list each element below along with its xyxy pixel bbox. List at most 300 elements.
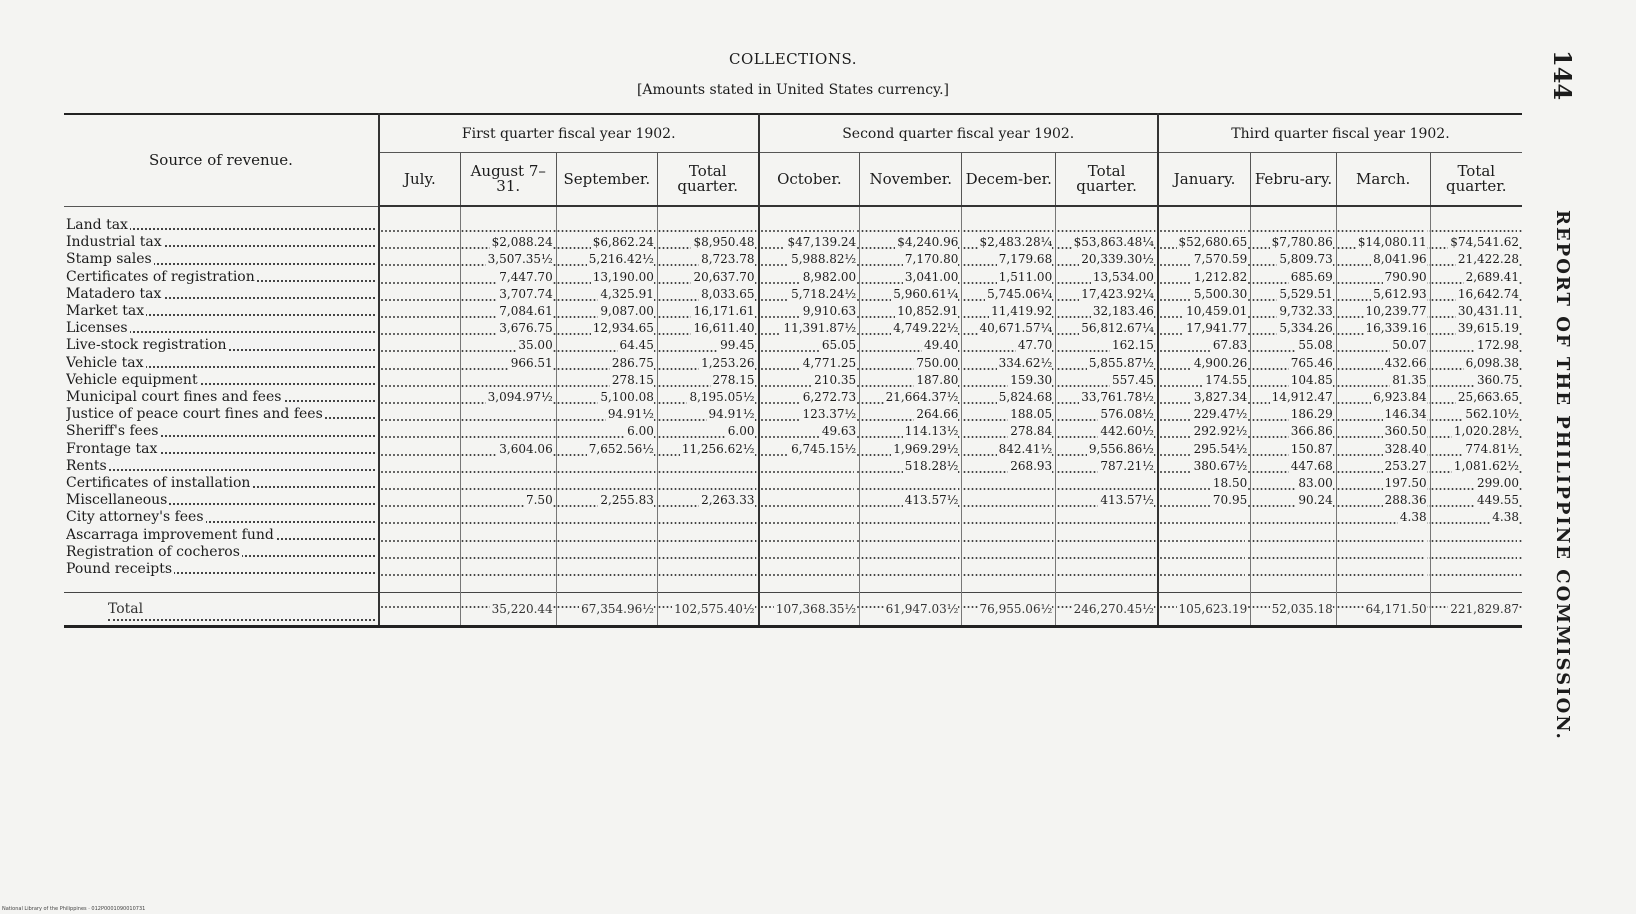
amount-value: 518.28½: [904, 458, 959, 473]
amount-value: [1517, 218, 1519, 232]
cell-amount: [460, 337, 556, 354]
cell-amount: [860, 217, 962, 234]
cell-amount: [657, 217, 758, 234]
amount-value: 18.50: [1212, 476, 1248, 491]
amount-value: 5,855.87½: [1088, 355, 1154, 370]
amount-value: 47.70: [1017, 338, 1053, 353]
revenue-source-label: City attorney's fees: [66, 509, 204, 526]
cell-amount: [860, 509, 962, 526]
amount-value: 102,575.40½: [674, 602, 755, 617]
cell-amount: [460, 593, 556, 627]
amount-value: [854, 562, 856, 576]
amount-value: 1,081.62½: [1453, 458, 1519, 473]
revenue-source-label: Matadero tax: [66, 285, 162, 302]
amount-value: 123.37½: [802, 407, 857, 422]
amount-value: 442.60½: [1100, 424, 1154, 439]
cell-amount: [1158, 561, 1251, 578]
amount-value: 25,663.65: [1457, 390, 1519, 405]
amount-value: [455, 493, 457, 507]
cell-amount: [1430, 337, 1522, 354]
cell-amount: [1158, 286, 1251, 303]
cell-amount: [1251, 458, 1337, 475]
amount-value: 221,829.87: [1450, 602, 1519, 617]
amount-value: 7,652.56½: [588, 441, 654, 456]
cell-amount: [657, 475, 758, 492]
cell-amount: [962, 527, 1056, 544]
cell-amount: [1158, 337, 1251, 354]
cell-amount: [1158, 355, 1251, 372]
amount-value: [1245, 510, 1247, 524]
amount-value: 5,824.68: [998, 390, 1053, 405]
cell-amount: [556, 561, 657, 578]
amount-value: 146.34: [1384, 407, 1427, 422]
group-header-third-quarter: Third quarter fiscal year 1902.: [1158, 114, 1522, 153]
cell-amount: [860, 286, 962, 303]
cell-amount: [657, 492, 758, 509]
cell-amount: [759, 251, 860, 268]
cell-amount: [759, 492, 860, 509]
amount-value: 7,570.59: [1193, 252, 1248, 267]
amount-value: [956, 510, 958, 524]
cell-amount: [556, 372, 657, 389]
amount-value: [455, 356, 457, 370]
cell-amount: [379, 527, 460, 544]
amount-value: 246,270.45½: [1073, 602, 1154, 617]
cell-amount: [556, 269, 657, 286]
cell-amount: [460, 217, 556, 234]
amount-value: [455, 407, 457, 421]
amount-value: 413.57½: [1100, 493, 1154, 508]
cell-amount: [379, 475, 460, 492]
amount-value: 105,623.19: [1178, 602, 1248, 617]
amount-value: [1517, 562, 1519, 576]
cell-amount: [379, 441, 460, 458]
cell-amount: [1336, 593, 1430, 627]
amount-value: [652, 510, 654, 524]
amount-value: 5,718.24½: [791, 286, 857, 301]
cell-amount: [460, 406, 556, 423]
amount-value: [652, 562, 654, 576]
cell-amount: [962, 561, 1056, 578]
cell-amount: [1336, 337, 1430, 354]
cell-amount: [860, 372, 962, 389]
cell-amount: [556, 544, 657, 561]
amount-value: 13,190.00: [592, 269, 654, 284]
cell-amount: [860, 561, 962, 578]
cell-amount: [962, 593, 1056, 627]
amount-value: 334.62½: [998, 355, 1053, 370]
amount-value: [854, 459, 856, 473]
source-of-revenue-header: Source of revenue.: [64, 114, 379, 206]
cell-amount: [860, 593, 962, 627]
cell-amount: [860, 234, 962, 251]
cell-amount: [759, 286, 860, 303]
revenue-source-label: Industrial tax: [66, 234, 162, 251]
cell-amount: [657, 372, 758, 389]
amount-value: 8,041.96: [1373, 252, 1427, 267]
cell-amount: [460, 423, 556, 440]
cell-amount: [379, 320, 460, 337]
cell-amount: [860, 475, 962, 492]
cell-amount: [1430, 492, 1522, 509]
amount-value: 2,255.83: [600, 493, 654, 508]
amount-value: 7,447.70: [499, 269, 553, 284]
running-head: REPORT OF THE PHILIPPINE COMMISSION.: [1552, 210, 1573, 741]
cell-amount: [379, 561, 460, 578]
cell-amount: [1251, 269, 1337, 286]
cell-amount: [379, 406, 460, 423]
cell-amount: [860, 251, 962, 268]
amount-value: 49.40: [924, 338, 959, 353]
cell-amount: [1158, 492, 1251, 509]
table-row: [64, 337, 1522, 354]
amount-value: [1517, 528, 1519, 542]
cell-amount: [759, 458, 860, 475]
cell-amount: [379, 372, 460, 389]
amount-value: 65.05: [821, 338, 857, 353]
cell-amount: [1158, 423, 1251, 440]
cell-amount: [759, 372, 860, 389]
table-row: [64, 423, 1522, 440]
cell-amount: [1056, 441, 1158, 458]
amount-value: [1331, 528, 1333, 542]
amount-value: 10,459.01: [1186, 304, 1248, 319]
amount-value: 360.50: [1384, 424, 1427, 439]
amount-value: [1050, 545, 1052, 559]
table-row: [64, 269, 1522, 286]
cell-amount: [1158, 234, 1251, 251]
cell-amount: [556, 337, 657, 354]
amount-value: 1,212.82: [1193, 269, 1248, 284]
amount-value: [854, 510, 856, 524]
cell-amount: [556, 475, 657, 492]
cell-amount: [1251, 475, 1337, 492]
amount-value: 5,529.51: [1279, 286, 1333, 301]
amount-value: 4.38: [1399, 510, 1427, 525]
cell-amount: [962, 423, 1056, 440]
amount-value: [1050, 528, 1052, 542]
cell-amount: [460, 320, 556, 337]
cell-amount: [860, 355, 962, 372]
cell-amount: [860, 441, 962, 458]
cell-amount: [962, 286, 1056, 303]
cell-amount: [962, 337, 1056, 354]
amount-value: 49.63: [821, 424, 857, 439]
amount-value: 1,020.28½: [1453, 424, 1519, 439]
cell-amount: [962, 355, 1056, 372]
amount-value: [551, 373, 553, 387]
cell-amount: [1430, 544, 1522, 561]
amount-value: 253.27: [1384, 458, 1427, 473]
column-header: Febru-ary.: [1251, 153, 1337, 207]
cell-amount: [962, 458, 1056, 475]
amount-value: 5,334.26: [1279, 321, 1333, 336]
cell-amount: [556, 355, 657, 372]
cell-amount: [1430, 372, 1522, 389]
amount-value: 12,934.65: [592, 321, 654, 336]
amount-value: [652, 218, 654, 232]
amount-value: 162.15: [1111, 338, 1154, 353]
cell-amount: [657, 593, 758, 627]
amount-value: 107,368.35½: [775, 602, 857, 617]
amount-value: [652, 459, 654, 473]
amount-value: [1245, 528, 1247, 542]
cell-amount: [1158, 593, 1251, 627]
cell-amount: [1158, 303, 1251, 320]
cell-amount: [556, 303, 657, 320]
amount-value: $53,863.48¼: [1073, 235, 1154, 250]
amount-value: [1050, 562, 1052, 576]
cell-amount: [1158, 217, 1251, 234]
amount-value: $47,139.24: [787, 235, 857, 250]
amount-value: [854, 218, 856, 232]
dot-leader: [108, 619, 375, 621]
cell-amount: [1251, 406, 1337, 423]
cell-amount: [1251, 320, 1337, 337]
cell-amount: [1430, 423, 1522, 440]
amount-value: 20,339.30½: [1081, 252, 1154, 267]
collections-table: [64, 113, 1522, 628]
amount-value: [551, 545, 553, 559]
amount-value: 21,422.28: [1457, 252, 1519, 267]
cell-amount: [860, 269, 962, 286]
amount-value: 1,969.29½: [893, 441, 959, 456]
cell-amount: [657, 441, 758, 458]
amount-value: [956, 476, 958, 490]
spacer-row: [64, 206, 1522, 217]
cell-amount: [556, 217, 657, 234]
amount-value: $6,862.24: [592, 235, 654, 250]
table-row: [64, 355, 1522, 372]
cell-amount: [1158, 441, 1251, 458]
amount-value: [551, 218, 553, 232]
cell-amount: [1336, 320, 1430, 337]
amount-value: 765.46: [1290, 355, 1333, 370]
cell-amount: [860, 406, 962, 423]
amount-value: [1050, 493, 1052, 507]
total-label: Total: [108, 601, 144, 618]
cell-amount: [759, 389, 860, 406]
amount-value: 5,500.30: [1193, 286, 1248, 301]
amount-value: [854, 476, 856, 490]
cell-amount: [1056, 389, 1158, 406]
amount-value: 210.35: [814, 372, 857, 387]
revenue-source-label: Live-stock registration: [66, 337, 227, 354]
amount-value: [1050, 476, 1052, 490]
amount-value: [1331, 510, 1333, 524]
cell-amount: [759, 406, 860, 423]
amount-value: $74,541.62: [1450, 235, 1519, 250]
amount-value: 6.00: [627, 424, 654, 439]
cell-amount: [1056, 355, 1158, 372]
cell-amount: [1056, 492, 1158, 509]
cell-amount: [657, 251, 758, 268]
table-row: [64, 458, 1522, 475]
amount-value: [652, 476, 654, 490]
amount-value: 286.75: [611, 355, 654, 370]
amount-value: [1425, 528, 1427, 542]
cell-amount: [1430, 441, 1522, 458]
amount-value: 292.92½: [1193, 424, 1248, 439]
amount-value: [854, 545, 856, 559]
cell-amount: [860, 337, 962, 354]
amount-value: [455, 338, 457, 352]
amount-value: 67.83: [1212, 338, 1248, 353]
amount-value: [455, 218, 457, 232]
cell-amount: [1430, 458, 1522, 475]
cell-amount: [1251, 251, 1337, 268]
dot-leader: [66, 469, 375, 471]
group-header-first-quarter: First quarter fiscal year 1902.: [379, 114, 759, 153]
column-header: January.: [1158, 153, 1251, 207]
table-row: [64, 441, 1522, 458]
table-row: [64, 389, 1522, 406]
amount-value: 3,676.75: [499, 321, 553, 336]
amount-value: [1331, 545, 1333, 559]
cell-amount: [1336, 475, 1430, 492]
amount-value: 13,534.00: [1092, 269, 1154, 284]
amount-value: 278.84: [1010, 424, 1053, 439]
amount-value: [551, 407, 553, 421]
cell-amount: [379, 234, 460, 251]
amount-value: 21,664.37½: [885, 390, 959, 405]
amount-value: [455, 304, 457, 318]
column-header: October.: [759, 153, 860, 207]
table-body: [64, 206, 1522, 627]
amount-value: 268.93: [1010, 458, 1053, 473]
amount-value: 288.36: [1384, 493, 1427, 508]
cell-amount: [379, 355, 460, 372]
table-row: [64, 286, 1522, 303]
amount-value: 11,256.62½: [681, 441, 755, 456]
amount-value: 3,507.35½: [487, 252, 553, 267]
cell-amount: [556, 509, 657, 526]
cell-amount: [1056, 234, 1158, 251]
amount-value: [956, 562, 958, 576]
amount-value: 11,419.92: [991, 304, 1053, 319]
amount-value: 750.00: [916, 355, 959, 370]
cell-amount: [460, 475, 556, 492]
amount-value: 16,171.61: [693, 304, 755, 319]
amount-value: [455, 287, 457, 301]
cell-amount: [1430, 593, 1522, 627]
amount-value: 64.45: [619, 338, 654, 353]
amount-value: 7.50: [525, 493, 553, 508]
cell-amount: [1056, 593, 1158, 627]
amount-value: 20,637.70: [693, 269, 755, 284]
amount-value: 3,604.06: [499, 441, 553, 456]
amount-value: [1152, 562, 1154, 576]
cell-amount: [1056, 217, 1158, 234]
cell-amount: [1158, 544, 1251, 561]
amount-value: 150.87: [1290, 441, 1333, 456]
column-header: September.: [556, 153, 657, 207]
amount-value: 172.98: [1477, 338, 1519, 353]
cell-amount: [460, 441, 556, 458]
cell-amount: [1336, 492, 1430, 509]
cell-amount: [962, 389, 1056, 406]
amount-value: [455, 390, 457, 404]
amount-value: 70.95: [1212, 493, 1248, 508]
amount-value: 90.24: [1298, 493, 1333, 508]
cell-amount: [1336, 561, 1430, 578]
column-header: August 7–31.: [460, 153, 556, 207]
cell-amount: [1158, 389, 1251, 406]
amount-value: 366.86: [1290, 424, 1333, 439]
revenue-source-label: Certificates of installation: [66, 475, 251, 492]
amount-value: 3,041.00: [904, 269, 959, 284]
total-row: [64, 593, 1522, 627]
page-subtitle: [Amounts stated in United States currency.]: [636, 82, 950, 98]
cell-amount: [460, 251, 556, 268]
cell-amount: [1056, 527, 1158, 544]
amount-value: 360.75: [1477, 372, 1519, 387]
amount-value: 3,827.34: [1193, 390, 1248, 405]
cell-amount: [759, 544, 860, 561]
cell-amount: [759, 320, 860, 337]
amount-value: 8,033.65: [701, 286, 755, 301]
amount-value: [551, 510, 553, 524]
amount-value: 380.67½: [1193, 458, 1248, 473]
amount-value: [455, 321, 457, 335]
amount-value: [956, 218, 958, 232]
cell-amount: [1056, 303, 1158, 320]
amount-value: 1,511.00: [998, 269, 1053, 284]
column-header: Total quarter.: [657, 153, 758, 207]
amount-value: 39,615.19: [1457, 321, 1519, 336]
amount-value: 35.00: [518, 338, 553, 353]
cell-amount: [460, 286, 556, 303]
cell-amount: [556, 251, 657, 268]
amount-value: [753, 545, 755, 559]
amount-value: 449.55: [1477, 493, 1519, 508]
cell-amount: [1056, 509, 1158, 526]
amount-value: 94.91½: [607, 407, 654, 422]
revenue-source-label: Sheriff's fees: [66, 423, 159, 440]
cell-amount: [759, 527, 860, 544]
cell-amount: [1251, 492, 1337, 509]
cell-amount: [1336, 423, 1430, 440]
amount-value: 188.05: [1010, 407, 1053, 422]
amount-value: 61,947.03½: [885, 602, 959, 617]
page-number: 144: [1548, 50, 1577, 101]
amount-value: 576.08½: [1100, 407, 1154, 422]
amount-value: 299.00: [1477, 476, 1519, 491]
amount-value: [753, 476, 755, 490]
amount-value: 295.54½: [1193, 441, 1248, 456]
cell-amount: [1336, 355, 1430, 372]
amount-value: [1425, 562, 1427, 576]
revenue-source-label: Stamp sales: [66, 251, 152, 268]
cell-amount: [657, 509, 758, 526]
cell-amount: [1158, 372, 1251, 389]
amount-value: 6,272.73: [802, 390, 857, 405]
amount-value: [1517, 545, 1519, 559]
amount-value: 16,642.74: [1457, 286, 1519, 301]
revenue-source-label: Ascarraga improvement fund: [66, 526, 274, 543]
amount-value: [551, 424, 553, 438]
amount-value: 50.07: [1392, 338, 1427, 353]
cell-amount: [1056, 423, 1158, 440]
revenue-source-label: Market tax: [66, 303, 145, 320]
amount-value: 8,195.05½: [689, 390, 755, 405]
cell-amount: [460, 389, 556, 406]
cell-amount: [759, 303, 860, 320]
amount-value: 8,982.00: [802, 269, 857, 284]
cell-amount: [657, 303, 758, 320]
amount-value: 278.15: [611, 372, 654, 387]
cell-amount: [657, 458, 758, 475]
